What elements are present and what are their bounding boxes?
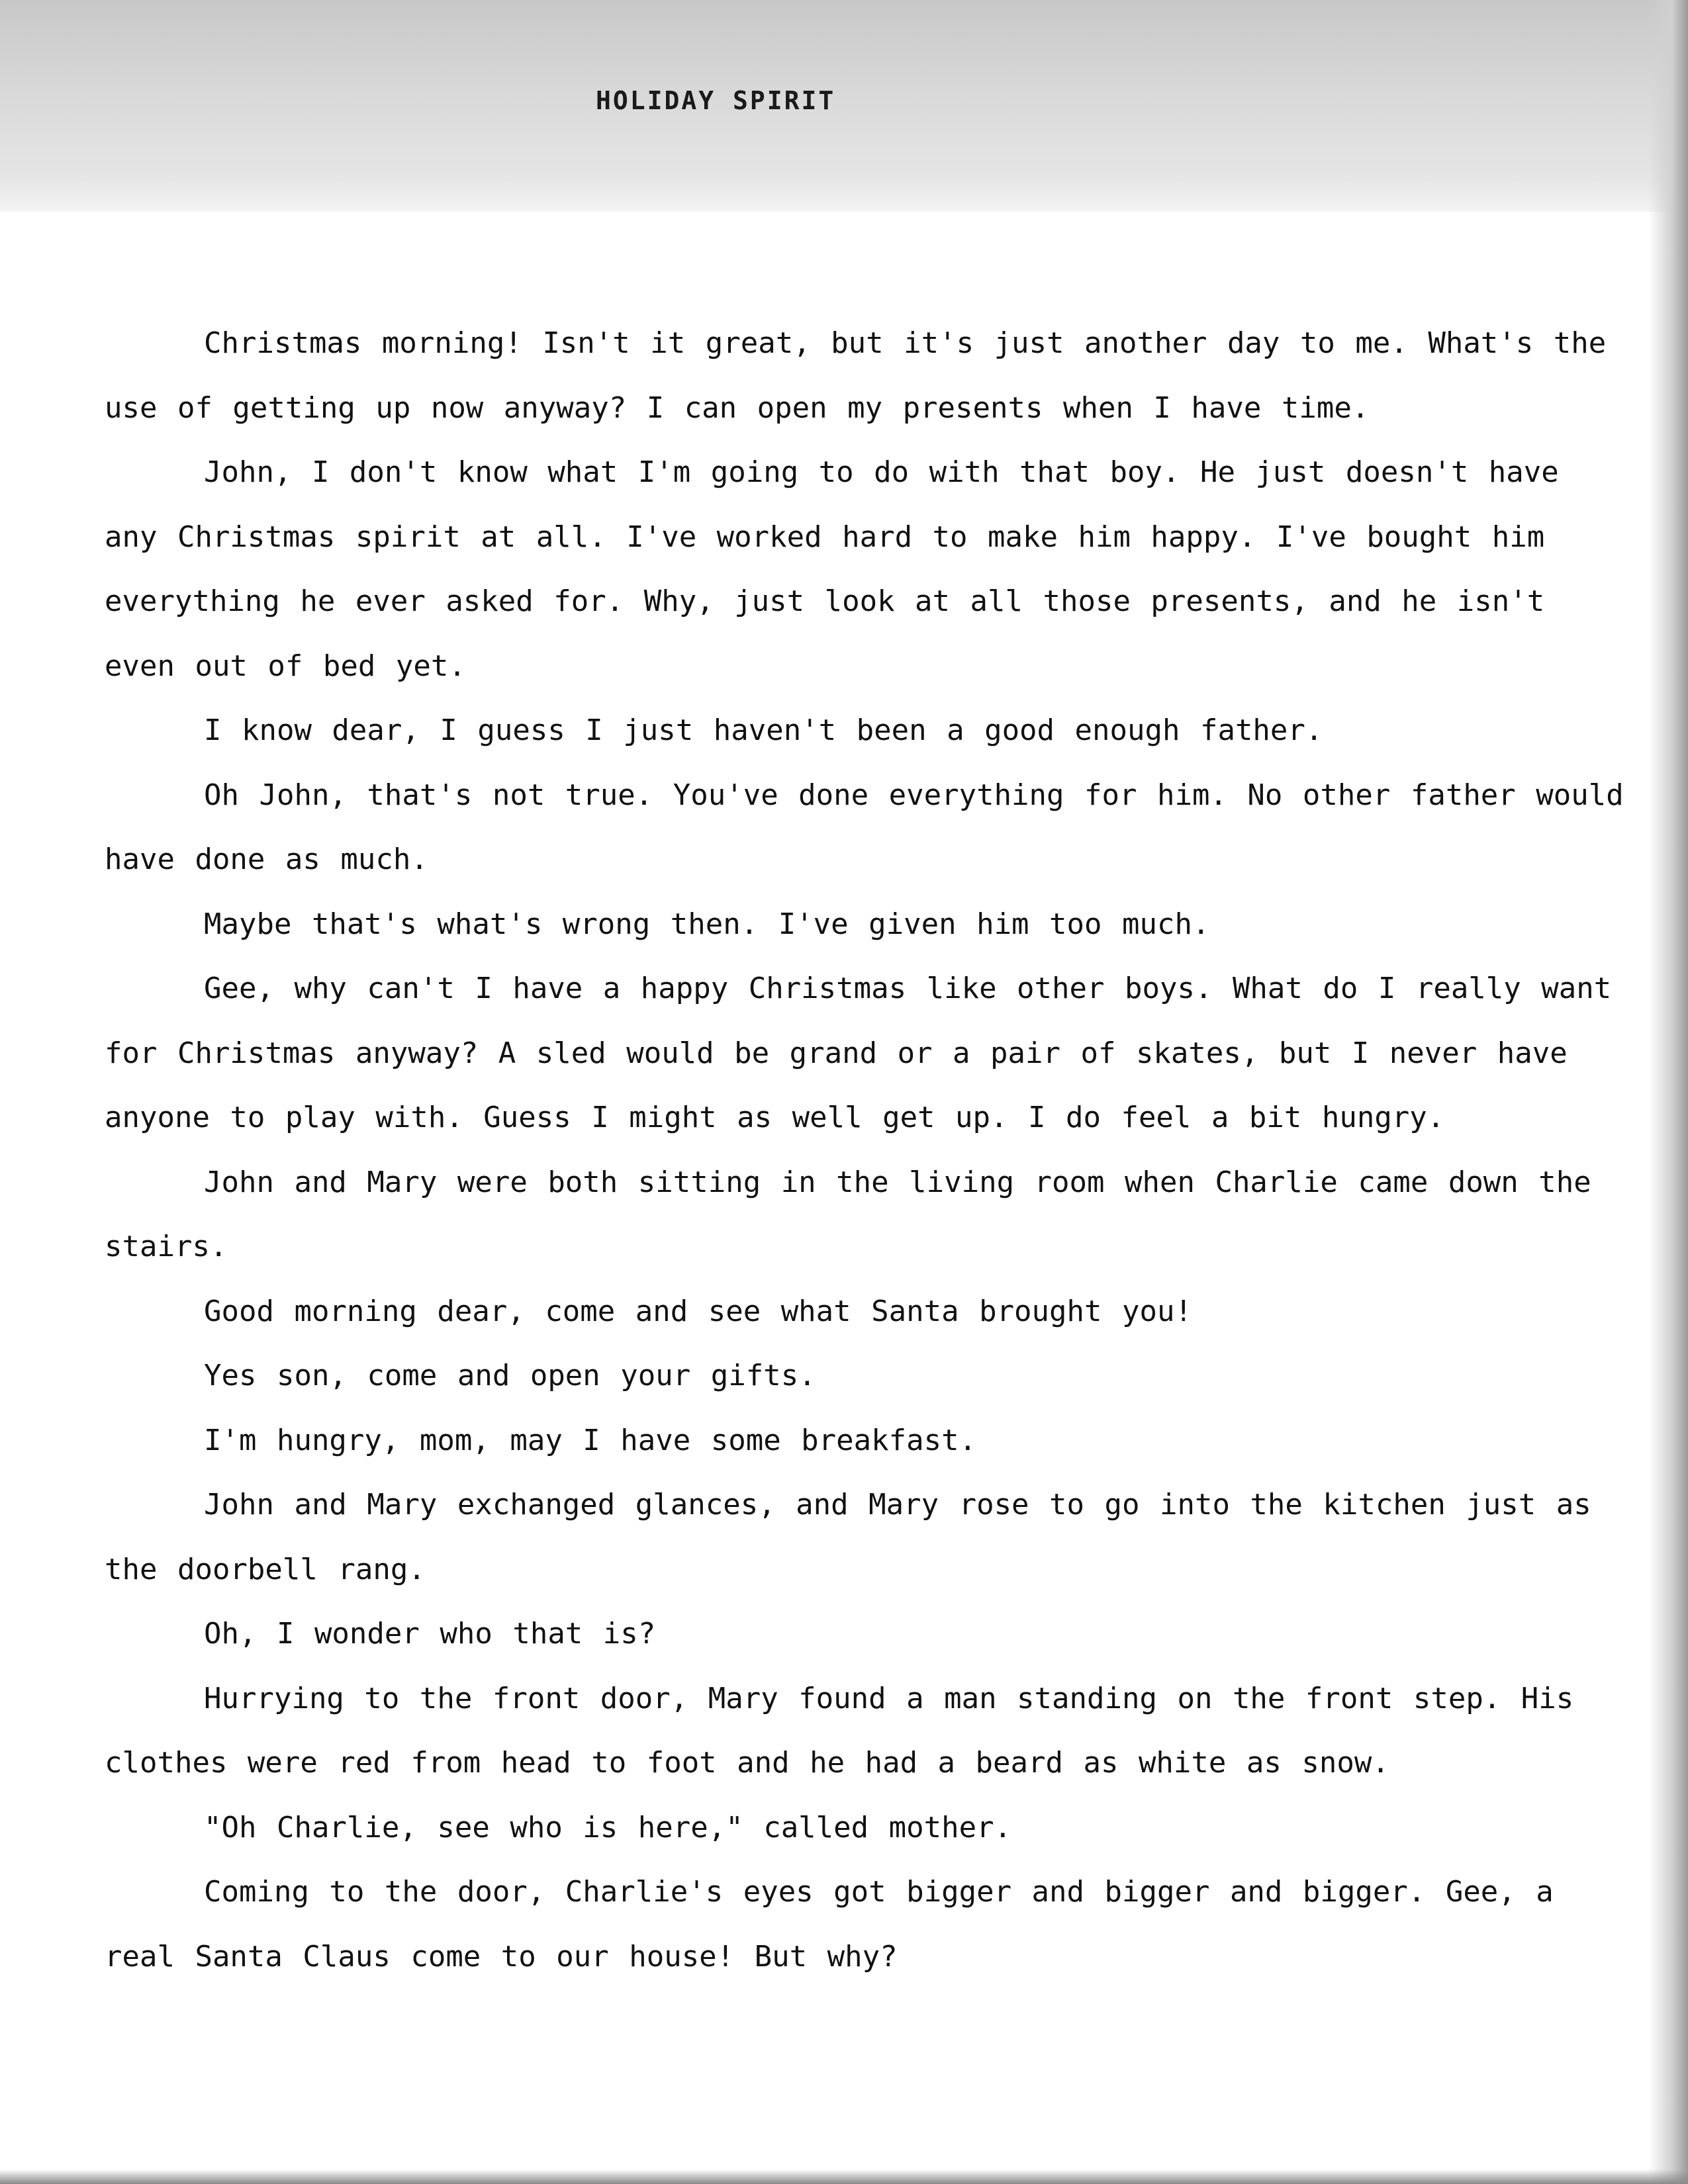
page-title: HOLIDAY SPIRIT (596, 86, 836, 115)
paragraph: Maybe that's what's wrong then. I've given him too much. (204, 907, 1210, 941)
paragraph: Oh, I wonder who that is? (204, 1617, 656, 1651)
paragraph: I know dear, I guess I just haven't been a good enough father. (204, 713, 1323, 747)
scan-edge (1648, 0, 1688, 2184)
paragraph: I'm hungry, mom, may I have some breakfast. (204, 1423, 977, 1457)
paragraph: Christmas morning! Isn't it great, but it's just another day to me. What's the use of getting up now anyway? I can open my presents when I have time. (105, 326, 1607, 425)
document-body (105, 311, 1627, 1989)
paragraph: Yes son, come and open your gifts. (204, 1359, 816, 1392)
paragraph: Coming to the door, Charlie's eyes got bigger and bigger and bigger. Gee, a real Santa Claus come to our house! But why? (105, 1875, 1554, 1974)
scan-edge-bottom (0, 2169, 1688, 2184)
paragraph: John and Mary exchanged glances, and Mary rose to go into the kitchen just as the doorbell rang. (105, 1488, 1591, 1586)
paragraph: Good morning dear, come and see what Santa brought you! (204, 1294, 1192, 1328)
paragraph: John and Mary were both sitting in the living room when Charlie came down the stairs. (105, 1165, 1591, 1263)
paragraph: Oh John, that's not true. You've done everything for him. No other father would have done as much. (105, 778, 1624, 876)
paragraph: Gee, why can't I have a happy Christmas like other boys. What do I really want for Christmas anyway? A sled would be grand or a pair of skates, but I never have anyone to play with. Guess I might as well get up. I do feel a bit hungry. (105, 972, 1612, 1134)
paragraph: Hurrying to the front door, Mary found a man standing on the front step. His clothes were red from head to foot and he had a beard as white as snow. (105, 1681, 1574, 1780)
paragraph: "Oh Charlie, see who is here," called mother. (204, 1810, 1012, 1844)
paragraph: John, I don't know what I'm going to do with that boy. He just doesn't have any Christmas spirit at all. I've worked hard to make him happy. I've bought him everything he ever asked for. Why, just look at all those presents, and he isn't even out of bed yet. (105, 455, 1559, 683)
